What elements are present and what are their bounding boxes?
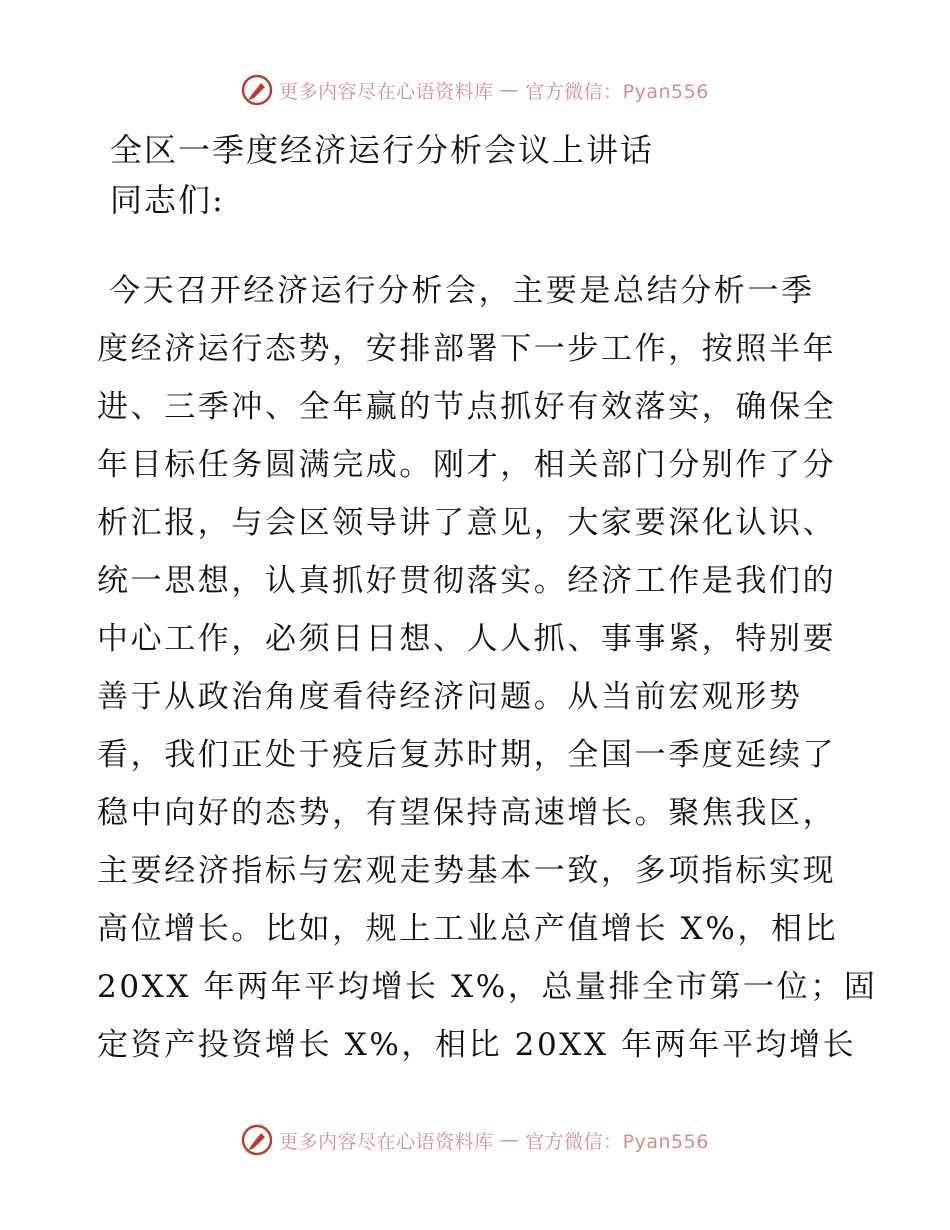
footer-watermark bbox=[0, 1120, 950, 1160]
watermark-main-text: 更多内容尽在心语资料库 bbox=[279, 80, 494, 103]
body-line: 高位增长。比如，规上工业总产值增长 X%，相比 bbox=[97, 911, 839, 947]
body-line: 度经济运行态势，安排部署下一步工作，按照半年 bbox=[97, 331, 837, 367]
body-line: 中心工作，必须日日想、人人抓、事事紧，特别要 bbox=[97, 621, 837, 657]
body-line: 析汇报，与会区领导讲了意见，大家要深化认识、 bbox=[97, 505, 837, 541]
body-line: 20XX 年两年平均增长 X%，总量排全市第一位；固 bbox=[97, 969, 878, 1005]
pen-nib-icon bbox=[241, 74, 273, 106]
document-body bbox=[97, 262, 878, 1074]
body-line: 主要经济指标与宏观走势基本一致，多项指标实现 bbox=[97, 853, 837, 889]
watermark-wechat-text: 官方微信：Pyan556 bbox=[525, 1130, 709, 1153]
body-line: 稳中向好的态势，有望保持高速增长。聚焦我区， bbox=[97, 795, 837, 831]
body-line: 年目标任务圆满完成。刚才，相关部门分别作了分 bbox=[97, 447, 837, 483]
watermark-main-text: 更多内容尽在心语资料库 bbox=[279, 1130, 494, 1153]
pen-nib-icon bbox=[241, 1124, 273, 1156]
watermark-dash: — bbox=[499, 1129, 520, 1151]
body-line: 定资产投资增长 X%，相比 20XX 年两年平均增长 bbox=[97, 1027, 857, 1063]
body-line: 统一思想，认真抓好贯彻落实。经济工作是我们的 bbox=[97, 563, 837, 599]
header-watermark bbox=[0, 70, 950, 110]
watermark-dash: — bbox=[499, 79, 520, 101]
body-line: 看，我们正处于疫后复苏时期，全国一季度延续了 bbox=[97, 737, 837, 773]
body-line: 善于从政治角度看待经济问题。从当前宏观形势 bbox=[97, 679, 803, 715]
body-line: 今天召开经济运行分析会，主要是总结分析一季 bbox=[109, 273, 815, 309]
document-greeting: 同志们: bbox=[110, 181, 225, 219]
watermark-wechat-text: 官方微信：Pyan556 bbox=[525, 80, 709, 103]
body-line: 进、三季冲、全年赢的节点抓好有效落实，确保全 bbox=[97, 389, 837, 425]
document-title: 全区一季度经济运行分析会议上讲话 bbox=[110, 131, 655, 169]
